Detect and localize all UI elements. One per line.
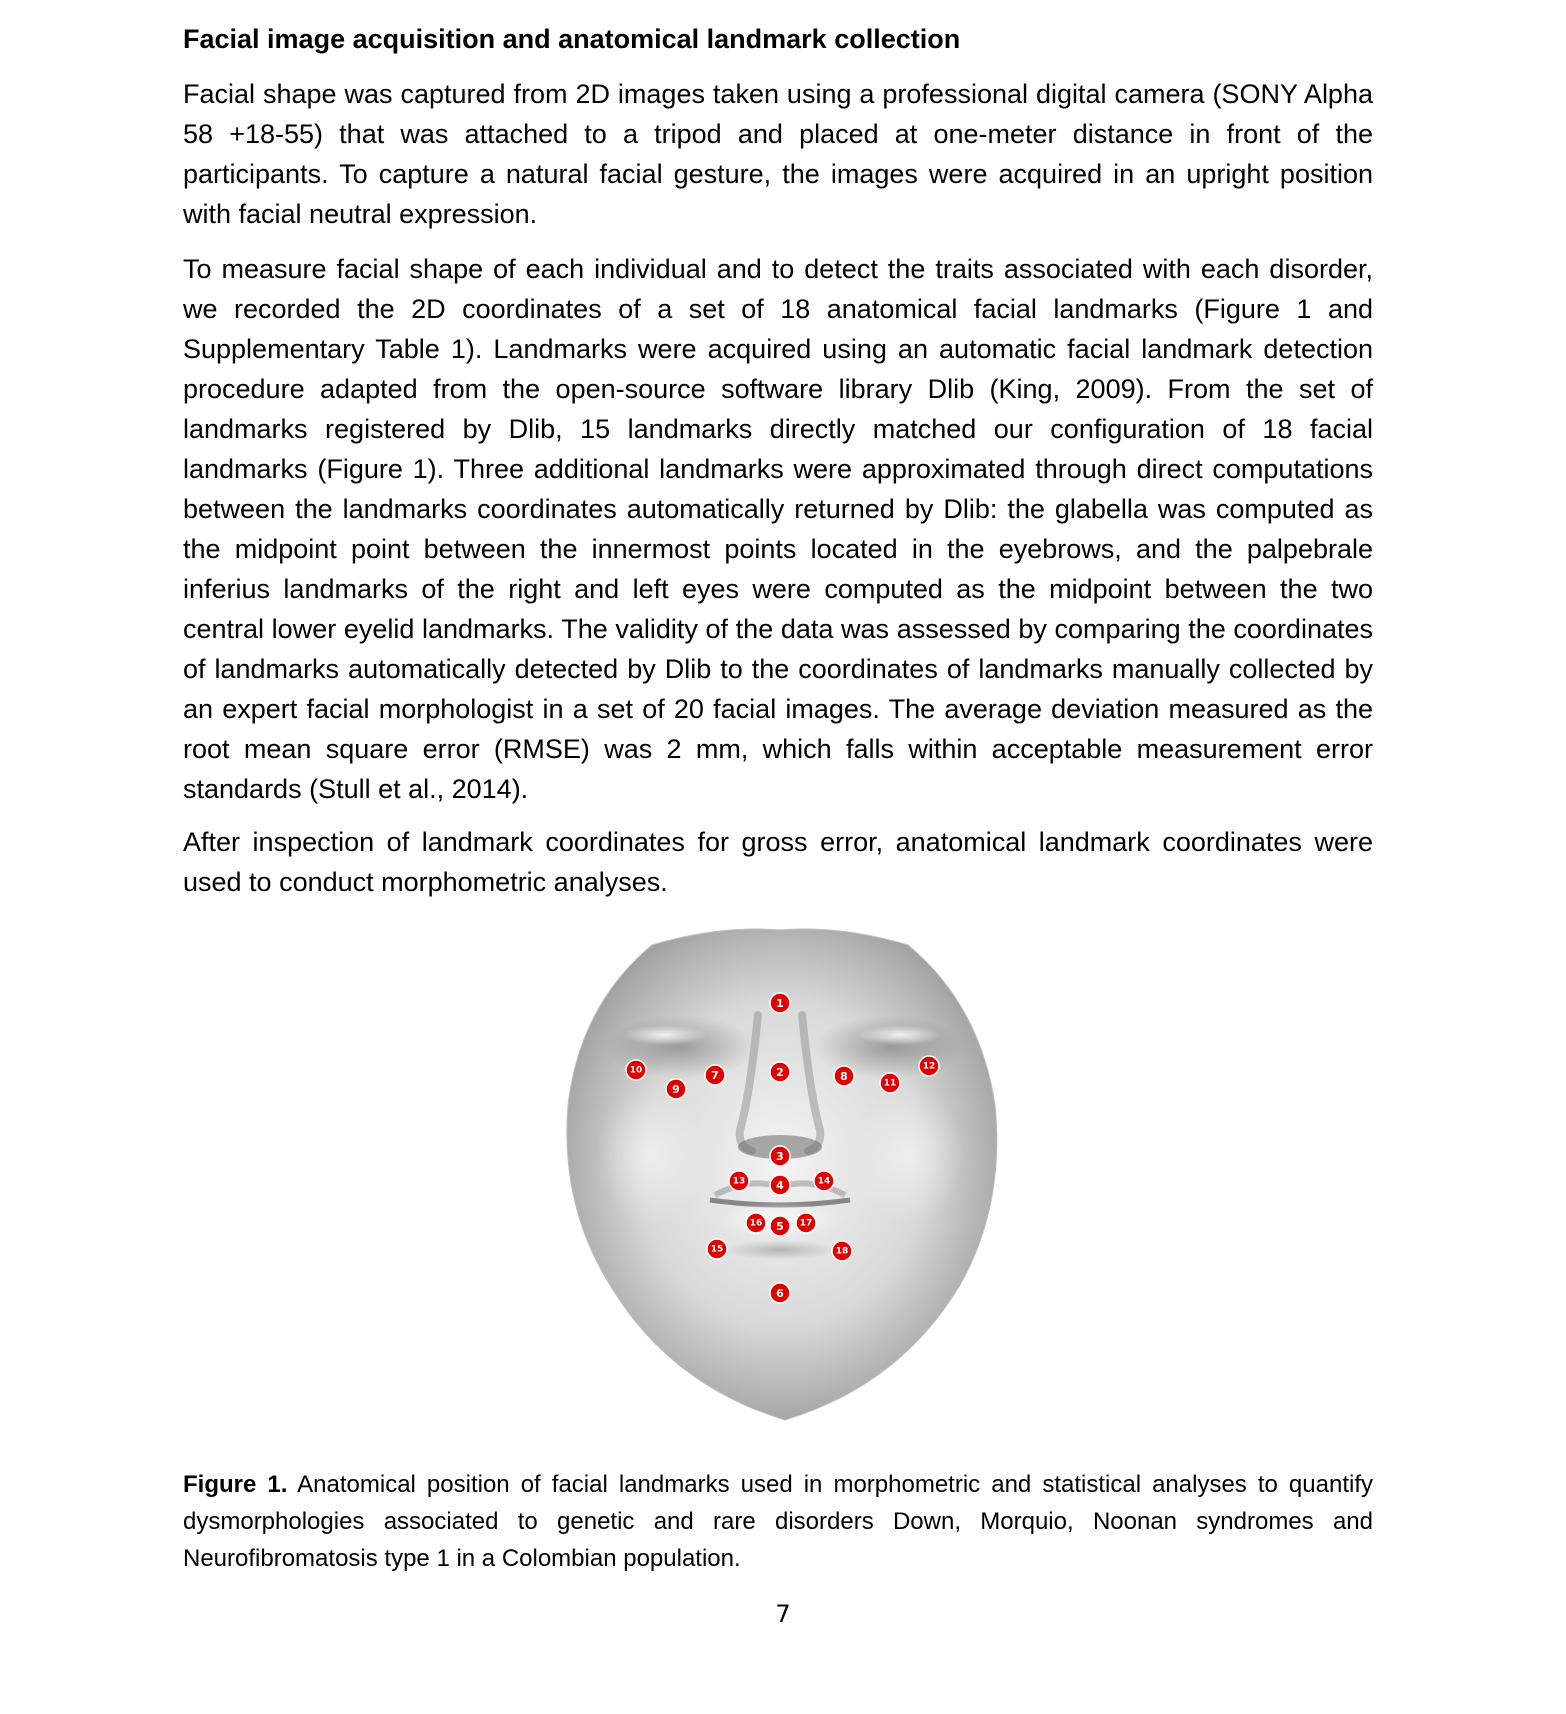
paragraph-landmark-measurement: To measure facial shape of each individual and to detect the traits associated with each disorder, we recorded the 2D coordinates of a set of 18 anatomical facial landmarks (Figure 1 and Supplementary Table 1). Landmarks were acquired using an automatic facial landmark detection procedure adapted from the open-source software library Dlib (King, 2009). From the set of landmarks registered by Dlib, 15 landmarks directly matched our configuration of 18 facial landmarks (Figure 1). Three additional landmarks were approximated through direct computations between the landmarks coordinates automatically returned by Dlib: the glabella was computed as the midpoint point between the innermost points located in the eyebrows, and the palpebrale inferius landmarks of the right and left eyes were computed as the midpoint between the two central lower eyelid landmarks. The validity of the data was assessed by comparing the coordinates of landmarks automatically detected by Dlib to the coordinates of landmarks manually collected by an expert facial morphologist in a set of 20 facial images. The average deviation measured as the root mean square error (RMSE) was 2 mm, which falls within acceptable measurement error standards (Stull et al., 2014). bbox=[183, 254, 1373, 804]
landmark-number: 15 bbox=[710, 1244, 724, 1255]
landmark-15 bbox=[707, 1239, 727, 1259]
face-landmark-svg bbox=[540, 925, 1020, 1425]
landmark-number: 16 bbox=[749, 1218, 763, 1229]
landmark-number: 6 bbox=[776, 1287, 784, 1300]
landmark-12 bbox=[919, 1056, 939, 1076]
landmark-number: 13 bbox=[732, 1176, 746, 1187]
paragraph-image-acquisition: Facial shape was captured from 2D images taken using a professional digital camera (SONY Alpha 58 +18-55) that was attached to a tripod and placed at one-meter distance in front of the participants. To capture a natural facial gesture, the images were acquired in an upright position with facial neutral expression. bbox=[183, 79, 1373, 229]
landmark-number: 18 bbox=[835, 1246, 849, 1257]
figure-caption-label: Figure 1. bbox=[183, 1471, 288, 1498]
chin-shadow bbox=[725, 1240, 835, 1260]
landmark-2 bbox=[770, 1062, 790, 1082]
landmark-8 bbox=[834, 1066, 854, 1086]
paragraph-morphometric-analyses: After inspection of landmark coordinates for gross error, anatomical landmark coordinates were used to conduct morphometric analyses. bbox=[183, 827, 1373, 897]
section-heading: Facial image acquisition and anatomical landmark collection bbox=[183, 24, 961, 54]
landmark-number: 3 bbox=[776, 1150, 784, 1163]
figure-face-landmarks bbox=[540, 925, 1020, 1425]
left-cheek bbox=[855, 1085, 965, 1225]
figure-caption bbox=[183, 1466, 1373, 1577]
landmark-11 bbox=[880, 1073, 900, 1093]
landmark-number: 2 bbox=[776, 1066, 784, 1079]
page-number: 7 bbox=[775, 1600, 791, 1628]
left-eye-highlight bbox=[858, 1025, 942, 1045]
landmark-1 bbox=[770, 993, 790, 1013]
landmark-14 bbox=[814, 1171, 834, 1191]
landmark-number: 10 bbox=[629, 1065, 643, 1076]
landmark-number: 7 bbox=[711, 1069, 719, 1082]
landmark-number: 8 bbox=[840, 1070, 848, 1083]
landmark-5 bbox=[770, 1216, 790, 1236]
landmark-13 bbox=[729, 1171, 749, 1191]
landmark-number: 5 bbox=[776, 1220, 784, 1233]
right-cheek bbox=[595, 1085, 705, 1225]
landmark-4 bbox=[770, 1175, 790, 1195]
landmark-number: 4 bbox=[776, 1179, 784, 1192]
landmark-10 bbox=[626, 1060, 646, 1080]
landmark-number: 12 bbox=[922, 1061, 936, 1072]
landmark-17 bbox=[796, 1213, 816, 1233]
landmark-18 bbox=[832, 1241, 852, 1261]
landmark-9 bbox=[666, 1079, 686, 1099]
landmark-number: 1 bbox=[776, 997, 784, 1010]
landmark-number: 14 bbox=[817, 1176, 831, 1187]
figure-caption-text: Anatomical position of facial landmarks used in morphometric and statistical analyses to quantify dysmorphologies associated to genetic and rare disorders Down, Morquio, Noonan syndromes and Neurofibromatosis type 1 in a Colombian population. bbox=[183, 1471, 1373, 1572]
right-eye-highlight bbox=[623, 1025, 707, 1045]
landmark-6 bbox=[770, 1283, 790, 1303]
landmark-7 bbox=[705, 1065, 725, 1085]
landmark-number: 17 bbox=[799, 1218, 813, 1229]
landmark-3 bbox=[770, 1146, 790, 1166]
landmark-number: 9 bbox=[672, 1083, 680, 1096]
landmark-number: 11 bbox=[883, 1078, 897, 1089]
landmark-16 bbox=[746, 1213, 766, 1233]
